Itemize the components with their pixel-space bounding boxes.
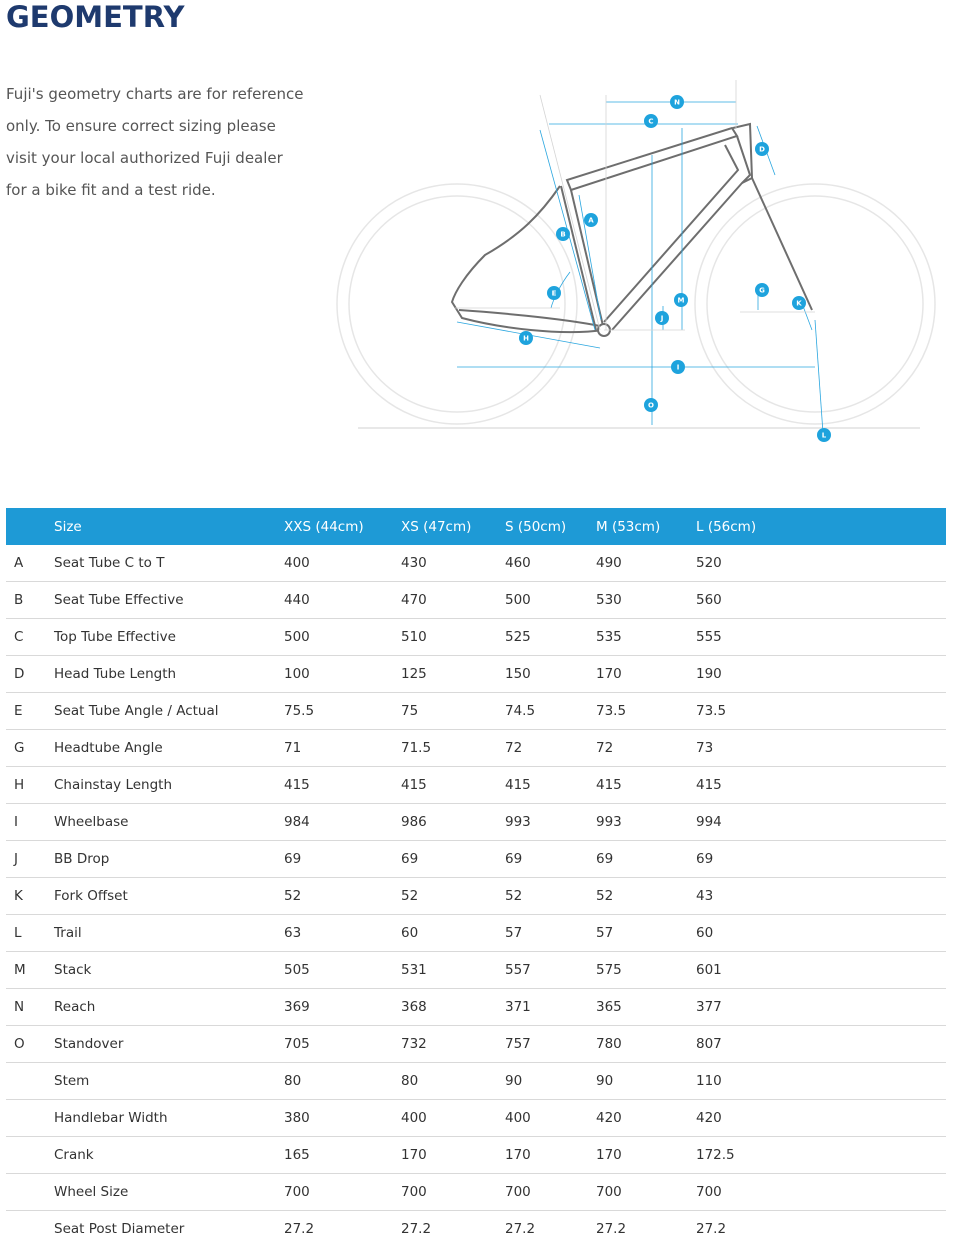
cell-value: 700 — [588, 1174, 688, 1211]
cell-value: 400 — [276, 545, 393, 582]
row-label: Wheelbase — [46, 804, 276, 841]
cell-value: 69 — [276, 841, 393, 878]
svg-text:O: O — [648, 401, 654, 410]
cell-value: 732 — [393, 1026, 497, 1063]
intro-text: Fuji's geometry charts are for reference only. To ensure correct sizing please visit your local authorized Fuji dealer for a bike fit and a test ride. — [6, 85, 304, 199]
cell-value: 415 — [688, 767, 946, 804]
table-row — [6, 1174, 946, 1211]
cell-value: 460 — [497, 545, 588, 582]
cell-value: 994 — [688, 804, 946, 841]
cell-value: 420 — [688, 1100, 946, 1137]
cell-value: 72 — [497, 730, 588, 767]
row-code — [6, 1100, 46, 1137]
table-row — [6, 619, 946, 656]
row-code: K — [6, 878, 46, 915]
svg-text:I: I — [676, 363, 680, 372]
cell-value: 63 — [276, 915, 393, 952]
row-label: Wheel Size — [46, 1174, 276, 1211]
cell-value: 57 — [497, 915, 588, 952]
cell-value: 69 — [393, 841, 497, 878]
row-code: N — [6, 989, 46, 1026]
table-row — [6, 1211, 946, 1247]
cell-value: 170 — [497, 1137, 588, 1174]
cell-value: 368 — [393, 989, 497, 1026]
svg-text:B: B — [560, 230, 566, 239]
row-code: L — [6, 915, 46, 952]
row-label: Chainstay Length — [46, 767, 276, 804]
table-row — [6, 730, 946, 767]
cell-value: 555 — [688, 619, 946, 656]
cell-value: 369 — [276, 989, 393, 1026]
cell-value: 27.2 — [696, 1221, 727, 1237]
row-label: Seat Post Diameter — [54, 1221, 185, 1237]
row-code: H — [6, 767, 46, 804]
cell-value: 74.5 — [497, 693, 588, 730]
table-row — [6, 878, 946, 915]
cell-value: 700 — [688, 1174, 946, 1211]
row-label: Top Tube Effective — [46, 619, 276, 656]
cell-value: 43 — [688, 878, 946, 915]
row-label: Seat Tube C to T — [46, 545, 276, 582]
cell-value: 190 — [688, 656, 946, 693]
cell-value: 430 — [393, 545, 497, 582]
cell-value: 470 — [393, 582, 497, 619]
row-code — [6, 1063, 46, 1100]
cell-value: 415 — [497, 767, 588, 804]
cell-value: 52 — [497, 878, 588, 915]
cell-value: 170 — [588, 656, 688, 693]
svg-text:J: J — [660, 314, 664, 323]
cell-value: 172.5 — [688, 1137, 946, 1174]
cell-value: 505 — [276, 952, 393, 989]
cell-value: 520 — [688, 545, 946, 582]
table-row — [6, 1026, 946, 1063]
cell-value: 380 — [276, 1100, 393, 1137]
svg-text:E: E — [551, 289, 557, 298]
table-row — [6, 915, 946, 952]
column-header: Size — [54, 518, 82, 535]
table-header-row — [6, 508, 946, 545]
cell-value: 80 — [276, 1063, 393, 1100]
cell-value: 110 — [688, 1063, 946, 1100]
cell-value: 365 — [588, 989, 688, 1026]
cell-value: 400 — [393, 1100, 497, 1137]
row-code: G — [6, 730, 46, 767]
row-label: Crank — [46, 1137, 276, 1174]
cell-value: 993 — [588, 804, 688, 841]
svg-text:C: C — [648, 117, 654, 126]
row-code: J — [6, 841, 46, 878]
cell-value: 531 — [393, 952, 497, 989]
cell-value: 601 — [688, 952, 946, 989]
svg-text:M: M — [677, 296, 685, 305]
row-label: Trail — [46, 915, 276, 952]
cell-value: 27.2 — [505, 1221, 536, 1237]
table-row — [6, 656, 946, 693]
table-row — [6, 1100, 946, 1137]
page-title: GEOMETRY — [6, 0, 185, 34]
cell-value: 125 — [393, 656, 497, 693]
table-row — [6, 1063, 946, 1100]
cell-value: 415 — [588, 767, 688, 804]
svg-text:D: D — [759, 145, 765, 154]
cell-value: 52 — [393, 878, 497, 915]
row-code: O — [6, 1026, 46, 1063]
row-label: Stem — [46, 1063, 276, 1100]
column-header: XS (47cm) — [401, 518, 472, 535]
table-row — [6, 767, 946, 804]
row-label: Handlebar Width — [46, 1100, 276, 1137]
svg-text:K: K — [796, 299, 802, 308]
row-code: I — [6, 804, 46, 841]
row-label: BB Drop — [46, 841, 276, 878]
cell-value: 557 — [497, 952, 588, 989]
svg-text:H: H — [523, 334, 529, 343]
cell-value: 700 — [497, 1174, 588, 1211]
cell-value: 984 — [276, 804, 393, 841]
cell-value: 415 — [276, 767, 393, 804]
svg-text:N: N — [674, 98, 680, 107]
cell-value: 705 — [276, 1026, 393, 1063]
cell-value: 52 — [588, 878, 688, 915]
cell-value: 700 — [393, 1174, 497, 1211]
table-row — [6, 693, 946, 730]
cell-value: 757 — [497, 1026, 588, 1063]
table-row — [6, 582, 946, 619]
column-header — [6, 508, 46, 545]
column-header: M (53cm) — [596, 518, 661, 535]
cell-value: 780 — [588, 1026, 688, 1063]
bike-geometry-diagram — [330, 80, 940, 450]
cell-value: 371 — [497, 989, 588, 1026]
cell-value: 575 — [588, 952, 688, 989]
cell-value: 165 — [276, 1137, 393, 1174]
cell-value: 530 — [588, 582, 688, 619]
cell-value: 60 — [393, 915, 497, 952]
column-header: L (56cm) — [696, 518, 757, 535]
cell-value: 52 — [276, 878, 393, 915]
cell-value: 73.5 — [688, 693, 946, 730]
cell-value: 69 — [588, 841, 688, 878]
row-code: E — [6, 693, 46, 730]
dimension-markers — [519, 95, 831, 442]
cell-value: 73 — [688, 730, 946, 767]
cell-value: 71 — [276, 730, 393, 767]
cell-value: 90 — [588, 1063, 688, 1100]
row-code: B — [6, 582, 46, 619]
cell-value: 69 — [688, 841, 946, 878]
row-label: Standover — [46, 1026, 276, 1063]
cell-value: 60 — [688, 915, 946, 952]
cell-value: 500 — [497, 582, 588, 619]
row-code — [6, 1137, 46, 1174]
svg-text:L: L — [821, 431, 827, 440]
cell-value: 993 — [497, 804, 588, 841]
table-row — [6, 545, 946, 582]
cell-value: 500 — [276, 619, 393, 656]
row-label: Head Tube Length — [46, 656, 276, 693]
cell-value: 377 — [688, 989, 946, 1026]
row-label: Reach — [46, 989, 276, 1026]
table-row — [6, 989, 946, 1026]
cell-value: 560 — [688, 582, 946, 619]
cell-value: 150 — [497, 656, 588, 693]
column-header: XXS (44cm) — [284, 518, 364, 535]
cell-value: 69 — [497, 841, 588, 878]
cell-value: 90 — [497, 1063, 588, 1100]
table-row — [6, 952, 946, 989]
row-label: Fork Offset — [46, 878, 276, 915]
row-code: D — [6, 656, 46, 693]
cell-value: 510 — [393, 619, 497, 656]
column-header: S (50cm) — [505, 518, 567, 535]
table-row — [6, 841, 946, 878]
cell-value: 420 — [588, 1100, 688, 1137]
table-row — [6, 804, 946, 841]
cell-value: 80 — [393, 1063, 497, 1100]
row-code — [6, 1211, 46, 1247]
cell-value: 807 — [688, 1026, 946, 1063]
row-label: Seat Tube Effective — [46, 582, 276, 619]
row-code: A — [6, 545, 46, 582]
cell-value: 27.2 — [284, 1221, 315, 1237]
cell-value: 73.5 — [588, 693, 688, 730]
cell-value: 535 — [588, 619, 688, 656]
cell-value: 170 — [393, 1137, 497, 1174]
cell-value: 75 — [393, 693, 497, 730]
svg-text:G: G — [759, 286, 765, 295]
cell-value: 100 — [276, 656, 393, 693]
cell-value: 700 — [276, 1174, 393, 1211]
cell-value: 71.5 — [393, 730, 497, 767]
cell-value: 27.2 — [401, 1221, 432, 1237]
cell-value: 72 — [588, 730, 688, 767]
geometry-table — [6, 508, 946, 1247]
row-code: M — [6, 952, 46, 989]
cell-value: 27.2 — [596, 1221, 627, 1237]
cell-value: 75.5 — [276, 693, 393, 730]
cell-value: 440 — [276, 582, 393, 619]
row-code — [6, 1174, 46, 1211]
cell-value: 170 — [588, 1137, 688, 1174]
cell-value: 490 — [588, 545, 688, 582]
cell-value: 525 — [497, 619, 588, 656]
row-label: Seat Tube Angle / Actual — [46, 693, 276, 730]
cell-value: 986 — [393, 804, 497, 841]
cell-value: 400 — [497, 1100, 588, 1137]
row-code: C — [6, 619, 46, 656]
svg-text:A: A — [588, 216, 594, 225]
table-row — [6, 1137, 946, 1174]
cell-value: 415 — [393, 767, 497, 804]
row-label: Headtube Angle — [46, 730, 276, 767]
row-label: Stack — [46, 952, 276, 989]
cell-value: 57 — [588, 915, 688, 952]
